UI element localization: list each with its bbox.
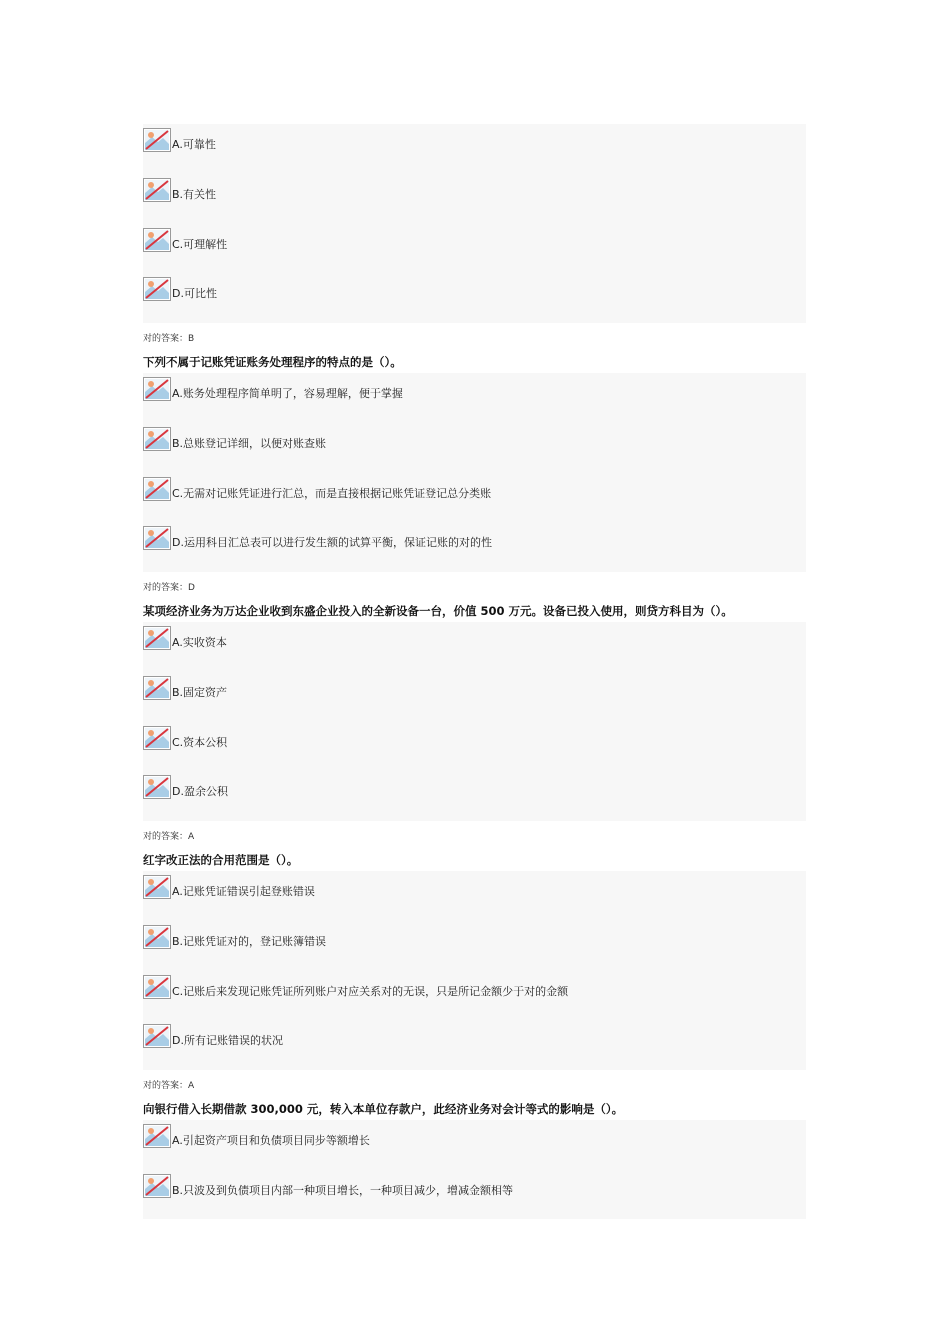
- broken-image-icon: [143, 377, 171, 401]
- correct-answer: 对的答案：B: [143, 334, 195, 344]
- option-d[interactable]: [143, 1020, 283, 1048]
- option-label: B.只波及到负债项目内部一种项目增长，一种项目减少，增减金额相等: [172, 1184, 514, 1197]
- broken-image-icon: [143, 975, 171, 999]
- broken-image-icon: [143, 676, 171, 700]
- option-label: A.可靠性: [172, 138, 216, 151]
- option-a[interactable]: [143, 871, 315, 899]
- option-b[interactable]: [143, 921, 326, 949]
- broken-image-icon: [143, 277, 171, 301]
- option-d[interactable]: [143, 771, 228, 799]
- broken-image-icon: [143, 178, 171, 202]
- broken-image-icon: [143, 128, 171, 152]
- option-label: D.运用科目汇总表可以进行发生额的试算平衡，保证记账的对的性: [172, 536, 492, 549]
- broken-image-icon: [143, 1174, 171, 1198]
- correct-answer: 对的答案：A: [143, 832, 195, 842]
- option-label: B.有关性: [172, 188, 217, 201]
- broken-image-icon: [143, 726, 171, 750]
- question-text: 向银行借入长期借款 300,000 元，转入本单位存款户，此经济业务对会计等式的影响是（）。: [143, 1102, 624, 1116]
- broken-image-icon: [143, 228, 171, 252]
- question-text: 某项经济业务为万达企业收到东盛企业投入的全新设备一台，价值 500 万元。设备已投入使用，则贷方科目为（）。: [143, 604, 733, 618]
- correct-answer: 对的答案：A: [143, 1081, 195, 1091]
- option-c[interactable]: [143, 473, 491, 501]
- option-label: A.实收资本: [172, 636, 227, 649]
- option-label: D.盈余公积: [172, 785, 228, 798]
- option-label: C.可理解性: [172, 238, 228, 251]
- option-b[interactable]: [143, 672, 227, 700]
- broken-image-icon: [143, 925, 171, 949]
- options-box: [143, 373, 806, 572]
- option-label: B.记账凭证对的，登记账簿错误: [172, 935, 327, 948]
- option-b[interactable]: [143, 1170, 513, 1198]
- option-a[interactable]: [143, 124, 216, 152]
- option-label: A.账务处理程序简单明了，容易理解，便于掌握: [172, 387, 403, 400]
- option-a[interactable]: [143, 1120, 370, 1148]
- option-label: D.所有记账错误的状况: [172, 1034, 283, 1047]
- options-box: [143, 622, 806, 821]
- correct-answer: 对的答案：D: [143, 583, 195, 593]
- options-box: [143, 124, 806, 323]
- options-box: [143, 871, 806, 1070]
- options-box: [143, 1120, 806, 1219]
- question-text: 红字改正法的合用范围是（）。: [143, 853, 299, 867]
- option-c[interactable]: [143, 971, 568, 999]
- broken-image-icon: [143, 1024, 171, 1048]
- option-b[interactable]: [143, 423, 326, 451]
- option-label: D.可比性: [172, 287, 217, 300]
- broken-image-icon: [143, 1124, 171, 1148]
- option-label: C.无需对记账凭证进行汇总，而是直接根据记账凭证登记总分类账: [172, 487, 492, 500]
- option-label: A.引起资产项目和负债项目同步等额增长: [172, 1134, 370, 1147]
- option-label: B.总账登记详细，以便对账查账: [172, 437, 327, 450]
- broken-image-icon: [143, 875, 171, 899]
- option-d[interactable]: [143, 522, 492, 550]
- option-a[interactable]: [143, 373, 403, 401]
- option-c[interactable]: [143, 722, 227, 750]
- option-label: B.固定资产: [172, 686, 228, 699]
- option-a[interactable]: [143, 622, 227, 650]
- broken-image-icon: [143, 526, 171, 550]
- broken-image-icon: [143, 477, 171, 501]
- option-label: C.资本公积: [172, 736, 228, 749]
- option-d[interactable]: [143, 273, 217, 301]
- option-label: C.记账后来发现记账凭证所列账户对应关系对的无误，只是所记金额少于对的金额: [172, 985, 569, 998]
- option-b[interactable]: [143, 174, 216, 202]
- broken-image-icon: [143, 427, 171, 451]
- broken-image-icon: [143, 775, 171, 799]
- option-label: A.记账凭证错误引起登账错误: [172, 885, 315, 898]
- question-text: 下列不属于记账凭证账务处理程序的特点的是（）。: [143, 355, 402, 369]
- broken-image-icon: [143, 626, 171, 650]
- option-c[interactable]: [143, 224, 227, 252]
